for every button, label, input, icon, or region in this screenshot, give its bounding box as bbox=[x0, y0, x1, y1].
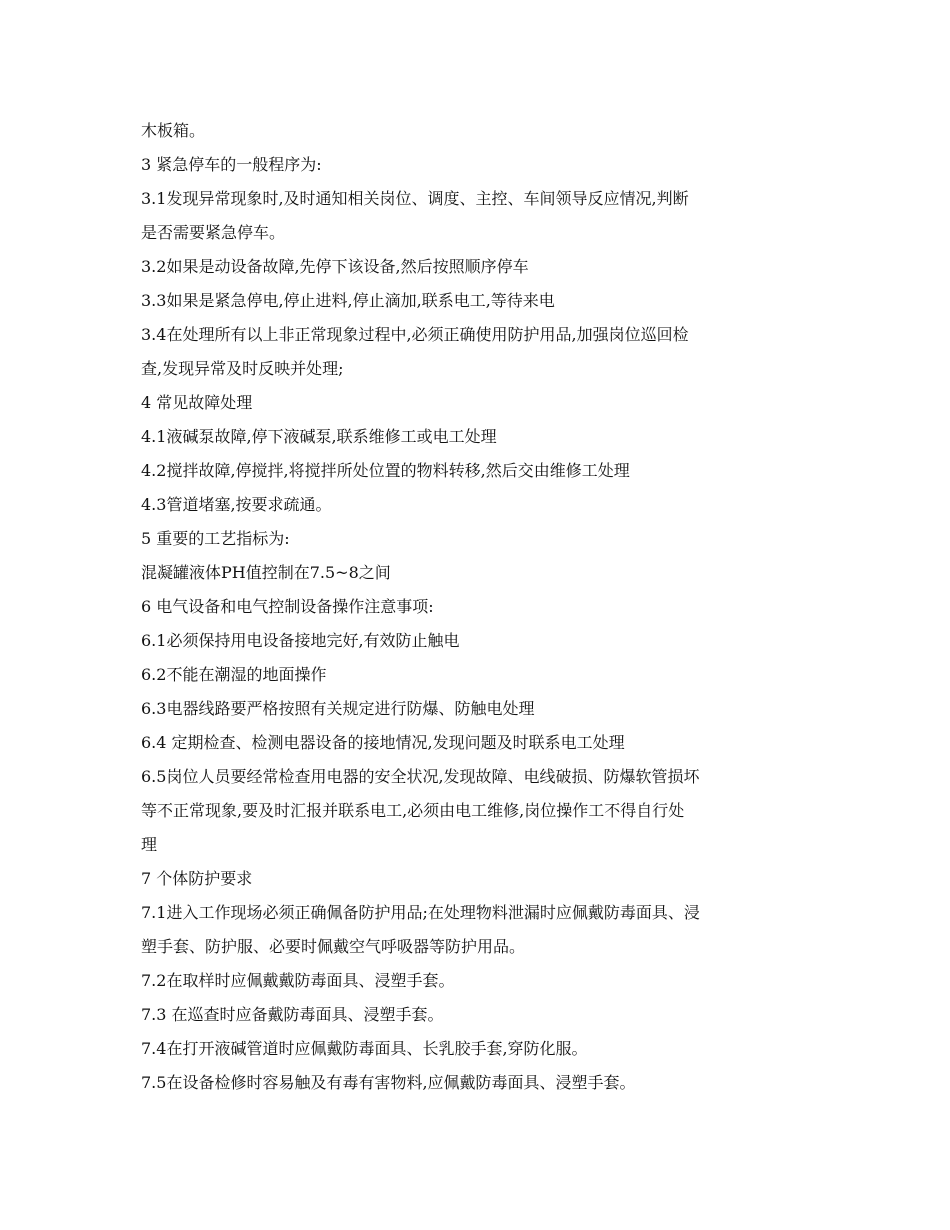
text-line-7-4: 7.4在打开液碱管道时应佩戴防毒面具、长乳胶手套,穿防化服。 bbox=[141, 1039, 588, 1058]
text-line-3-1: 3.1发现异常现象时,及时通知相关岗位、调度、主控、车间领导反应情况,判断 bbox=[141, 189, 689, 208]
section-heading-3: 3 紧急停车的一般程序为: bbox=[141, 155, 322, 174]
text-line-continuation: 木板箱。 bbox=[141, 121, 206, 140]
text-line-7-5: 7.5在设备检修时容易触及有毒有害物料,应佩戴防毒面具、浸塑手套。 bbox=[141, 1073, 636, 1092]
text-line-4-1: 4.1液碱泵故障,停下液碱泵,联系维修工或电工处理 bbox=[141, 427, 497, 446]
text-line-5-ph: 混凝罐液体PH值控制在7.5~8之间 bbox=[141, 563, 391, 582]
section-heading-7: 7 个体防护要求 bbox=[141, 869, 253, 888]
text-line-6-1: 6.1必须保持用电设备接地完好,有效防止触电 bbox=[141, 631, 460, 650]
text-line-7-2: 7.2在取样时应佩戴戴防毒面具、浸塑手套。 bbox=[141, 971, 455, 990]
text-line-3-4-cont: 查,发现异常及时反映并处理; bbox=[141, 359, 344, 378]
text-line-6-4: 6.4 定期检查、检测电器设备的接地情况,发现问题及时联系电工处理 bbox=[141, 733, 625, 752]
text-line-7-1-cont: 塑手套、防护服、必要时佩戴空气呼吸器等防护用品。 bbox=[141, 937, 526, 956]
text-line-6-3: 6.3电器线路要严格按照有关规定进行防爆、防触电处理 bbox=[141, 699, 535, 718]
text-line-3-1-cont: 是否需要紧急停车。 bbox=[141, 223, 286, 242]
text-line-3-4: 3.4在处理所有以上非正常现象过程中,必须正确使用防护用品,加强岗位巡回检 bbox=[141, 325, 689, 344]
text-line-4-2: 4.2搅拌故障,停搅拌,将搅拌所处位置的物料转移,然后交由维修工处理 bbox=[141, 461, 630, 480]
text-line-7-3: 7.3 在巡查时应备戴防毒面具、浸塑手套。 bbox=[141, 1005, 444, 1024]
text-line-3-2: 3.2如果是动设备故障,先停下该设备,然后按照顺序停车 bbox=[141, 257, 529, 276]
text-line-4-3: 4.3管道堵塞,按要求疏通。 bbox=[141, 495, 332, 514]
text-line-6-2: 6.2不能在潮湿的地面操作 bbox=[141, 665, 327, 684]
text-line-3-3: 3.3如果是紧急停电,停止进料,停止滴加,联系电工,等待来电 bbox=[141, 291, 555, 310]
text-line-7-1: 7.1进入工作现场必须正确佩备防护用品;在处理物料泄漏时应佩戴防毒面具、浸 bbox=[141, 903, 700, 922]
section-heading-6: 6 电气设备和电气控制设备操作注意事项: bbox=[141, 597, 434, 616]
text-line-6-5-end: 理 bbox=[141, 835, 158, 854]
section-heading-4: 4 常见故障处理 bbox=[141, 393, 253, 412]
text-line-6-5: 6.5岗位人员要经常检查用电器的安全状况,发现故障、电线破损、防爆软管损坏 bbox=[141, 767, 700, 786]
section-heading-5: 5 重要的工艺指标为: bbox=[141, 529, 290, 548]
document-body bbox=[141, 114, 821, 1100]
text-line-6-5-cont: 等不正常现象,要及时汇报并联系电工,必须由电工维修,岗位操作工不得自行处 bbox=[141, 801, 685, 820]
